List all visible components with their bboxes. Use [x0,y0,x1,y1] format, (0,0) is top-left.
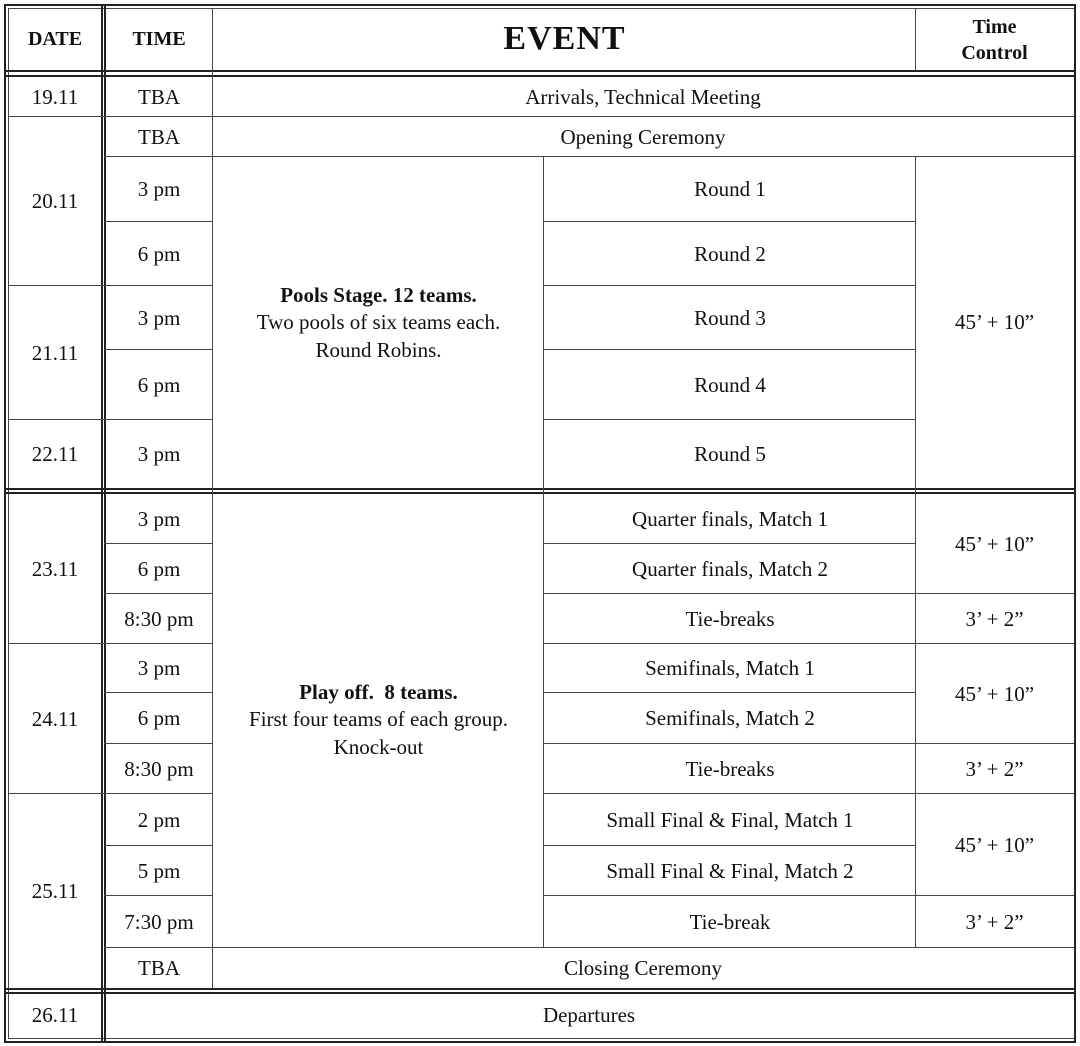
grid-line [104,845,212,846]
grid-line [543,643,1074,644]
time-control-sf: 45’ + 10” [917,645,1072,743]
grid-line [4,4,1076,6]
event-opening: Opening Ceremony [214,118,1072,156]
grid-line [104,692,212,693]
grid-line [543,743,1074,744]
time-final-2: 5 pm [106,847,212,895]
header-date: DATE [10,10,100,69]
header-time-control-line1: Time [972,15,1017,38]
grid-line [8,1038,1074,1039]
header-time-control [917,10,1072,69]
time-qf-1: 3 pm [106,495,212,543]
event-tiebreaks-2: Tie-breaks [545,745,915,793]
grid-line [543,156,544,948]
grid-line [104,593,212,594]
event-final-2: Small Final & Final, Match 2 [545,847,915,895]
grid-line [8,116,1074,117]
event-sf-2: Semifinals, Match 2 [545,694,915,743]
grid-line [543,793,1074,794]
grid-line [8,643,212,644]
event-departures: Departures [106,995,1072,1036]
round-2: Round 2 [545,223,915,285]
time-qf-2: 6 pm [106,545,212,593]
time-round-4: 6 pm [106,351,212,419]
time-control-pools: 45’ + 10” [917,158,1072,487]
time-tiebreaks-1: 8:30 pm [106,595,212,643]
event-qf-2: Quarter finals, Match 2 [545,545,915,593]
time-control-tiebreaks-1: 3’ + 2” [917,595,1072,643]
date-22-11: 22.11 [10,421,100,487]
time-control-final: 45’ + 10” [917,795,1072,895]
date-23-11: 23.11 [10,495,100,643]
date-19-11: 19.11 [10,78,100,116]
time-control-tiebreaks-2: 3’ + 2” [917,745,1072,793]
playoff-stage-line2: Knock-out [333,734,424,759]
time-round-1: 3 pm [106,158,212,221]
date-20-11: 20.11 [10,118,100,285]
grid-line [543,419,915,420]
grid-line [543,285,915,286]
time-tiebreaks-2: 8:30 pm [106,745,212,793]
date-21-11: 21.11 [10,287,100,419]
time-control-tiebreak-3: 3’ + 2” [917,897,1072,947]
grid-line [4,1041,1076,1043]
event-qf-1: Quarter finals, Match 1 [545,495,915,543]
event-closing: Closing Ceremony [214,949,1072,987]
grid-line [543,221,915,222]
grid-line [543,593,1074,594]
grid-line [543,845,915,846]
grid-line [104,895,212,896]
event-final-1: Small Final & Final, Match 1 [545,795,915,845]
time-sf-1: 3 pm [106,645,212,692]
grid-line [4,992,1076,994]
grid-line [915,8,916,71]
event-tiebreaks-1: Tie-breaks [545,595,915,643]
grid-line [4,75,1076,77]
grid-line [543,349,915,350]
event-tiebreak-3: Tie-break [545,897,915,947]
header-time-control-line2: Control [961,41,1028,64]
time-closing: TBA [106,949,212,987]
grid-line [104,543,212,544]
grid-line [1074,4,1076,1043]
date-25-11: 25.11 [10,795,100,987]
time-round-2: 6 pm [106,223,212,285]
grid-line [8,793,212,794]
grid-line [543,543,915,544]
pools-stage-description [214,158,543,487]
round-3: Round 3 [545,287,915,349]
grid-line [4,988,1076,990]
grid-line [543,692,915,693]
grid-line [915,156,916,948]
time-sf-2: 6 pm [106,694,212,743]
event-sf-1: Semifinals, Match 1 [545,645,915,692]
header-time: TIME [106,10,212,69]
time-arrivals: TBA [106,78,212,116]
grid-line [543,895,1074,896]
grid-line [4,4,6,1043]
playoff-stage-title: Play off. 8 teams. [299,680,458,704]
grid-line [104,743,212,744]
pools-stage-line1: Two pools of six teams each. [256,310,501,335]
time-tiebreak-3: 7:30 pm [106,897,212,947]
time-opening: TBA [106,118,212,156]
grid-line [8,285,212,286]
pools-stage-title: Pools Stage. 12 teams. [280,283,477,307]
grid-line [104,4,106,1043]
round-4: Round 4 [545,351,915,419]
grid-line [104,221,212,222]
grid-line [8,8,9,1039]
grid-line [101,4,103,1043]
playoff-stage-description [214,495,543,947]
round-5: Round 5 [545,421,915,487]
time-final-1: 2 pm [106,795,212,845]
date-24-11: 24.11 [10,645,100,793]
time-round-3: 3 pm [106,287,212,349]
grid-line [212,8,213,988]
pools-stage-line2: Round Robins. [315,337,442,362]
grid-line [104,947,1074,948]
event-arrivals: Arrivals, Technical Meeting [214,78,1072,116]
time-round-5: 3 pm [106,421,212,487]
grid-line [104,349,212,350]
time-control-qf: 45’ + 10” [917,495,1072,593]
grid-line [104,156,1074,157]
grid-line [8,419,212,420]
header-event: EVENT [214,10,915,69]
round-1: Round 1 [545,158,915,221]
playoff-stage-line1: First four teams of each group. [249,707,508,732]
date-26-11: 26.11 [10,995,100,1036]
